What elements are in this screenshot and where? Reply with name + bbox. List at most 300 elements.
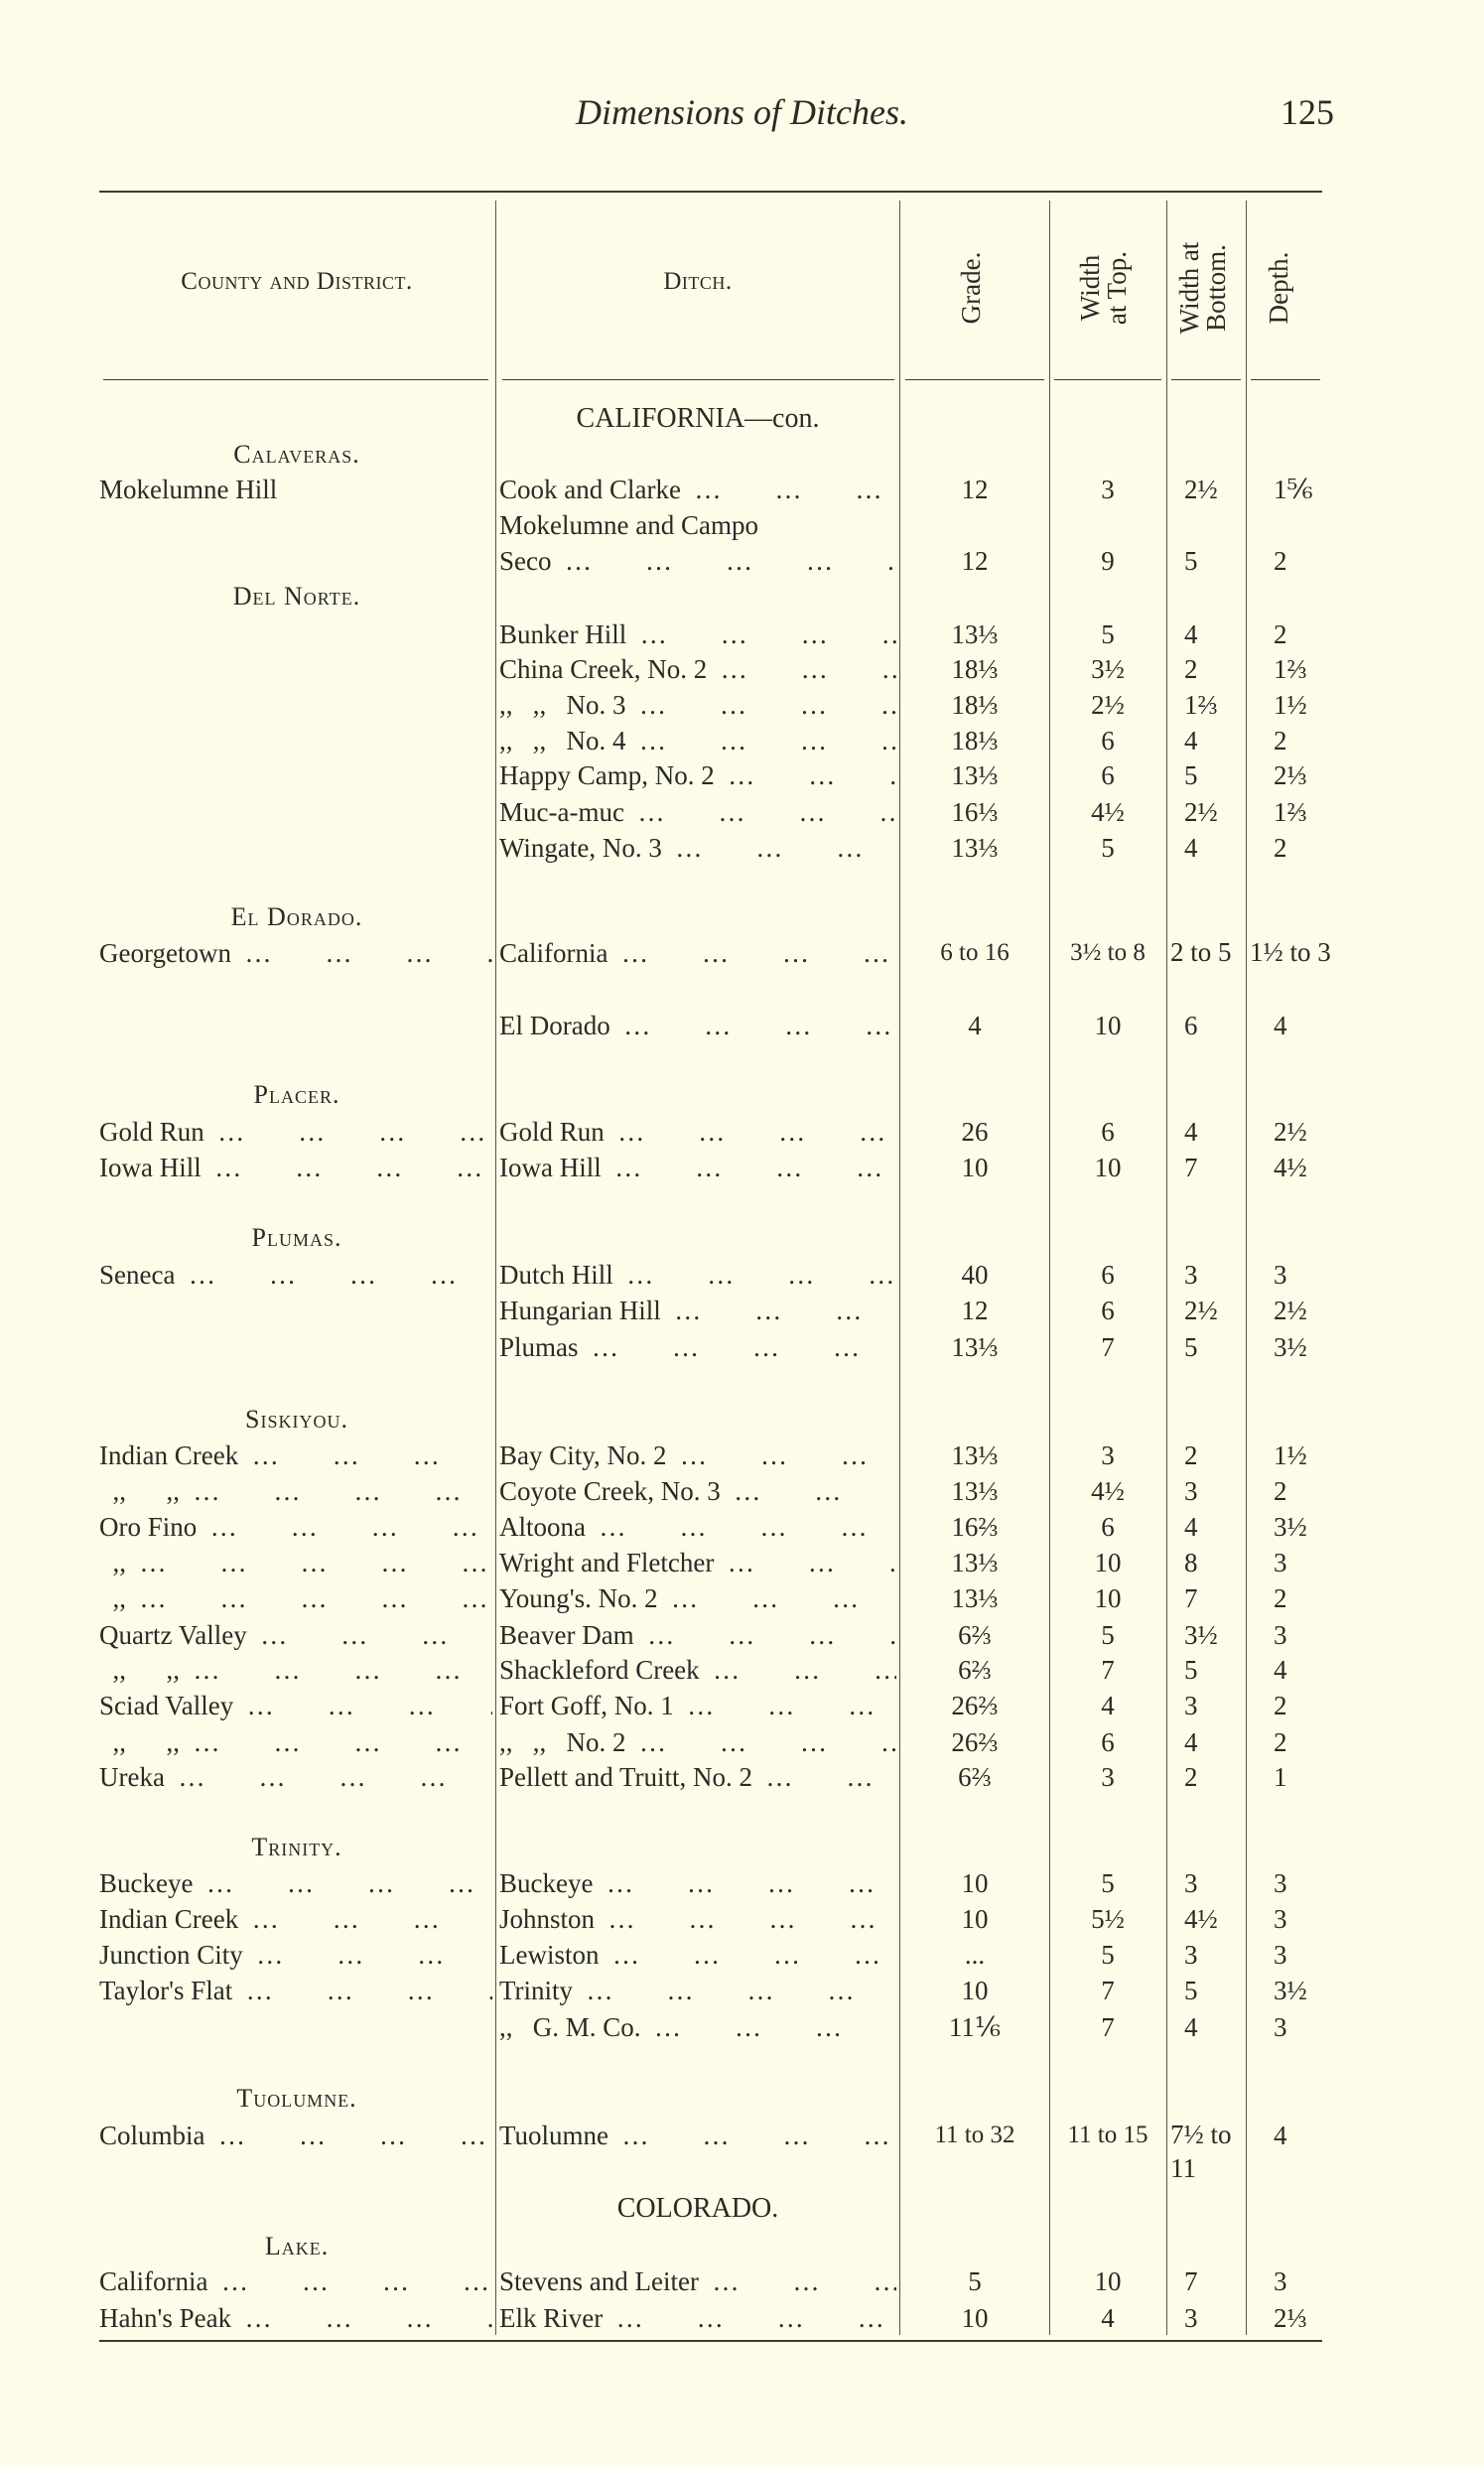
ditch-cell bbox=[499, 1617, 896, 1653]
ditch-name: Shackleford Creek bbox=[499, 1655, 700, 1685]
ditch-cell bbox=[499, 1257, 896, 1293]
width-top-value: 5 bbox=[1101, 833, 1115, 863]
ditch-cell bbox=[499, 2263, 896, 2299]
county-heading: Placer. bbox=[253, 1080, 340, 1109]
grade-value: 16⅔ bbox=[951, 1512, 999, 1542]
dot-leader bbox=[661, 1293, 896, 1328]
county-cell bbox=[99, 2118, 492, 2153]
dot-leader bbox=[586, 1509, 896, 1545]
header-grade: Grade. bbox=[956, 251, 986, 325]
table-row bbox=[0, 687, 1484, 723]
table-row bbox=[0, 651, 1484, 687]
grade-value: 26⅔ bbox=[951, 1727, 999, 1757]
grade-value: 11⅙ bbox=[948, 2012, 1002, 2042]
dot-leader bbox=[610, 1008, 896, 1043]
depth-value: 2 bbox=[1274, 546, 1287, 576]
table-row bbox=[0, 1652, 1484, 1688]
dot-leader bbox=[573, 1973, 896, 2008]
dot-leader bbox=[231, 935, 492, 971]
width-bottom-value: 3½ bbox=[1184, 1620, 1218, 1650]
width-top-value: 7 bbox=[1101, 1976, 1115, 2005]
width-top-value: 5 bbox=[1101, 1940, 1115, 1970]
header-rule bbox=[1171, 379, 1241, 380]
width-bottom-value: 3 bbox=[1184, 2303, 1198, 2333]
width-top-value: 6 bbox=[1101, 1727, 1115, 1757]
dot-leader bbox=[605, 1114, 896, 1150]
ditch-name: El Dorado bbox=[499, 1011, 610, 1040]
county-cell bbox=[99, 1509, 492, 1545]
dot-leader bbox=[681, 472, 896, 507]
dot-leader bbox=[600, 1937, 897, 1973]
county-name: ,, bbox=[99, 1548, 126, 1577]
ditch-name: Wingate, No. 3 bbox=[499, 833, 662, 863]
depth-value: 2 bbox=[1274, 1691, 1287, 1720]
county-cell bbox=[99, 1901, 492, 1937]
dot-leader bbox=[626, 723, 897, 758]
dot-leader bbox=[714, 1545, 896, 1580]
depth-value: 2 bbox=[1274, 833, 1287, 863]
depth-value: 1½ bbox=[1274, 1440, 1307, 1470]
dot-leader bbox=[551, 543, 896, 579]
county-cell bbox=[99, 1438, 492, 1473]
ditch-cell bbox=[499, 1150, 896, 1185]
width-top-value: 3 bbox=[1101, 1440, 1115, 1470]
depth-value: 2 bbox=[1274, 1476, 1287, 1506]
depth-value: 4 bbox=[1274, 1011, 1287, 1040]
depth-value: 3 bbox=[1274, 1548, 1287, 1577]
ditch-cell bbox=[499, 1329, 896, 1365]
header-width-bottom: Width at Bottom. bbox=[1174, 241, 1231, 335]
ditch-cell bbox=[499, 757, 896, 793]
width-bottom-value: 6 bbox=[1184, 1011, 1198, 1040]
ditch-name: China Creek, No. 2 bbox=[499, 654, 708, 684]
dot-leader bbox=[175, 1257, 492, 1293]
width-bottom-value: 4 bbox=[1184, 2012, 1198, 2042]
dot-leader bbox=[715, 757, 896, 793]
ditch-cell bbox=[499, 1901, 896, 1937]
depth-value: 1 bbox=[1274, 1762, 1287, 1792]
width-bottom-value: 3 bbox=[1184, 1691, 1198, 1720]
width-bottom-value: 2 to 5 bbox=[1170, 937, 1232, 967]
ditch-name: ,, ,, No. 2 bbox=[499, 1727, 626, 1757]
ditch-cell bbox=[499, 1545, 896, 1580]
dot-leader bbox=[752, 1759, 896, 1795]
table-row bbox=[0, 1724, 1484, 1760]
table-row bbox=[0, 507, 1484, 576]
width-top-value: 3½ bbox=[1091, 654, 1125, 684]
grade-value: 18⅓ bbox=[951, 654, 999, 684]
table-row bbox=[0, 1293, 1484, 1328]
width-top-value: 10 bbox=[1094, 2266, 1122, 2296]
county-cell bbox=[99, 1652, 492, 1688]
dot-leader bbox=[626, 616, 896, 652]
width-bottom-value: 4 bbox=[1184, 833, 1198, 863]
depth-value: 4 bbox=[1274, 2121, 1287, 2150]
depth-value: 3 bbox=[1274, 1904, 1287, 1934]
running-title: Dimensions of Ditches. bbox=[576, 92, 908, 132]
width-top-value: 6 bbox=[1101, 1512, 1115, 1542]
county-cell bbox=[99, 1114, 492, 1150]
ditch-cell bbox=[499, 830, 896, 866]
county-heading: Tuolumne. bbox=[236, 2084, 357, 2113]
depth-value: 1½ bbox=[1274, 690, 1307, 720]
width-bottom-value: 4 bbox=[1184, 1727, 1198, 1757]
grade-value: 40 bbox=[961, 1260, 989, 1290]
table-row bbox=[0, 2300, 1484, 2336]
width-top-value: 2½ bbox=[1091, 690, 1125, 720]
width-bottom-value: 3 bbox=[1184, 1476, 1198, 1506]
dot-leader bbox=[626, 687, 897, 723]
table-row bbox=[0, 1865, 1484, 1901]
table-row bbox=[0, 1759, 1484, 1795]
ditch-name: Plumas bbox=[499, 1332, 579, 1362]
depth-value: 3 bbox=[1274, 2012, 1287, 2042]
grade-value: 13⅓ bbox=[951, 1548, 999, 1577]
depth-value: 2 bbox=[1274, 1583, 1287, 1613]
grade-value: 10 bbox=[961, 1904, 989, 1934]
table-row bbox=[0, 1509, 1484, 1545]
grade-value: 16⅓ bbox=[951, 797, 999, 827]
county-name: Quartz Valley bbox=[99, 1620, 247, 1650]
dot-leader bbox=[579, 1329, 896, 1365]
dot-leader bbox=[243, 1937, 492, 1973]
dot-leader bbox=[165, 1759, 492, 1795]
grade-value: 13⅓ bbox=[951, 760, 999, 790]
ditch-cell bbox=[499, 794, 896, 830]
width-bottom-value: 4 bbox=[1184, 619, 1198, 649]
ditch-name: Muc-a-muc bbox=[499, 797, 624, 827]
county-name: California bbox=[99, 2266, 208, 2296]
table-row bbox=[0, 1150, 1484, 1185]
table-row bbox=[0, 935, 1484, 971]
ditch-cell bbox=[499, 1438, 896, 1473]
width-top-value: 10 bbox=[1094, 1548, 1122, 1577]
ditch-name: Lewiston bbox=[499, 1940, 600, 1970]
county-name: Georgetown bbox=[99, 938, 231, 968]
page-number: 125 bbox=[1281, 92, 1334, 132]
dot-leader bbox=[662, 830, 896, 866]
width-bottom-value: 2 bbox=[1184, 1762, 1198, 1792]
county-name: Junction City bbox=[99, 1940, 243, 1970]
depth-value: 2 bbox=[1274, 619, 1287, 649]
ditch-name: Stevens and Leiter bbox=[499, 2266, 699, 2296]
grade-value: 26 bbox=[961, 1117, 989, 1147]
ditch-cell bbox=[499, 687, 896, 723]
depth-value: 3 bbox=[1274, 2266, 1287, 2296]
width-bottom-value: 4½ bbox=[1184, 1904, 1218, 1934]
grade-value: 13⅓ bbox=[951, 833, 999, 863]
depth-value: 3 bbox=[1274, 1620, 1287, 1650]
header-depth: Depth. bbox=[1264, 251, 1293, 325]
dot-leader bbox=[238, 1438, 492, 1473]
county-cell bbox=[99, 1865, 492, 1901]
width-bottom-value: 7½ to 11 bbox=[1170, 2120, 1232, 2183]
ditch-cell bbox=[499, 1293, 896, 1328]
ditch-cell bbox=[499, 1008, 896, 1043]
ditch-cell bbox=[499, 1580, 896, 1616]
county-heading: Siskiyou. bbox=[245, 1405, 348, 1434]
county-heading: El Dorado. bbox=[230, 902, 363, 931]
grade-value: 13⅓ bbox=[951, 1440, 999, 1470]
ditch-name: Happy Camp, No. 2 bbox=[499, 760, 715, 790]
grade-value: 12 bbox=[961, 475, 989, 504]
dot-leader bbox=[699, 2263, 896, 2299]
ditch-name: Gold Run bbox=[499, 1117, 605, 1147]
width-top-value: 5 bbox=[1101, 1620, 1115, 1650]
ditch-cell bbox=[499, 1937, 896, 1973]
header-rule bbox=[103, 379, 488, 380]
depth-value: 3 bbox=[1274, 1868, 1287, 1898]
dot-leader bbox=[180, 1652, 492, 1688]
ditch-cell bbox=[499, 616, 896, 652]
dot-leader bbox=[707, 651, 896, 687]
width-bottom-value: 5 bbox=[1184, 546, 1198, 576]
width-top-value: 4½ bbox=[1091, 797, 1125, 827]
state-heading-california: CALIFORNIA—con. bbox=[576, 403, 820, 434]
county-name: Columbia bbox=[99, 2121, 205, 2150]
grade-value: 26⅔ bbox=[951, 1691, 999, 1720]
dot-leader bbox=[674, 1688, 896, 1723]
width-top-value: 10 bbox=[1094, 1583, 1122, 1613]
grade-value: 13⅓ bbox=[951, 1583, 999, 1613]
depth-value: 1⅚ bbox=[1274, 475, 1313, 504]
depth-value: 4½ bbox=[1274, 1153, 1307, 1182]
grade-value: 10 bbox=[961, 1868, 989, 1898]
table-row bbox=[0, 2263, 1484, 2299]
width-top-value: 7 bbox=[1101, 1655, 1115, 1685]
dot-leader bbox=[233, 1688, 492, 1723]
width-top-value: 6 bbox=[1101, 760, 1115, 790]
width-top-value: 10 bbox=[1094, 1011, 1122, 1040]
county-name: ,, ,, bbox=[99, 1727, 180, 1757]
ditch-name: Altoona bbox=[499, 1512, 586, 1542]
county-cell bbox=[99, 1759, 492, 1795]
county-cell bbox=[99, 935, 492, 971]
width-bottom-value: 3 bbox=[1184, 1868, 1198, 1898]
ditch-name: Elk River bbox=[499, 2303, 604, 2333]
dot-leader bbox=[721, 1473, 896, 1509]
dot-leader bbox=[202, 1150, 492, 1185]
county-cell bbox=[99, 1688, 492, 1723]
county-name: Mokelumne Hill bbox=[99, 475, 278, 504]
ditch-name: Dutch Hill bbox=[499, 1260, 613, 1290]
table-row bbox=[0, 1688, 1484, 1723]
depth-value: 2⅓ bbox=[1274, 2303, 1307, 2333]
ditch-cell bbox=[499, 1865, 896, 1901]
width-bottom-value: 4 bbox=[1184, 1512, 1198, 1542]
table-row bbox=[0, 830, 1484, 866]
grade-value: 6⅔ bbox=[958, 1655, 992, 1685]
county-cell bbox=[99, 1150, 492, 1185]
county-cell bbox=[99, 472, 492, 507]
table-row bbox=[0, 1329, 1484, 1365]
dot-leader bbox=[613, 1257, 896, 1293]
depth-value: 4 bbox=[1274, 1655, 1287, 1685]
table-row bbox=[0, 1545, 1484, 1580]
depth-value: 1⅔ bbox=[1274, 797, 1307, 827]
ditch-cell bbox=[499, 935, 896, 971]
table-row bbox=[0, 1617, 1484, 1653]
ditch-cell bbox=[499, 1688, 896, 1723]
grade-value: 11 to 32 bbox=[934, 2122, 1015, 2148]
table-row bbox=[0, 616, 1484, 652]
dot-leader bbox=[180, 1473, 492, 1509]
header-width-top: Width at Top. bbox=[1075, 250, 1132, 326]
county-cell bbox=[99, 1580, 492, 1616]
dot-leader bbox=[658, 1580, 896, 1616]
width-top-value: 3 bbox=[1101, 475, 1115, 504]
width-bottom-value: 5 bbox=[1184, 1655, 1198, 1685]
ditch-name: Cook and Clarke bbox=[499, 475, 681, 504]
county-name: Indian Creek bbox=[99, 1904, 239, 1934]
width-top-value: 6 bbox=[1101, 726, 1115, 755]
grade-value: ... bbox=[964, 1940, 986, 1970]
grade-value: 6⅔ bbox=[958, 1762, 992, 1792]
width-top-value: 5½ bbox=[1091, 1904, 1125, 1934]
ditch-name: ,, ,, No. 4 bbox=[499, 726, 626, 755]
width-bottom-value: 4 bbox=[1184, 726, 1198, 755]
ditch-name: Coyote Creek, No. 3 bbox=[499, 1476, 721, 1506]
width-bottom-value: 5 bbox=[1184, 1976, 1198, 2005]
ditch-cell bbox=[499, 1759, 896, 1795]
ditch-cell bbox=[499, 723, 896, 758]
width-bottom-value: 2½ bbox=[1184, 1296, 1218, 1325]
ditch-name: ,, ,, No. 3 bbox=[499, 690, 626, 720]
width-top-value: 3½ to 8 bbox=[1070, 939, 1146, 966]
county-cell bbox=[99, 1473, 492, 1509]
ditch-cell bbox=[499, 2300, 896, 2336]
grade-value: 12 bbox=[961, 546, 989, 576]
header-county: County and District. bbox=[181, 268, 413, 295]
grade-value: 18⅓ bbox=[951, 726, 999, 755]
county-name: ,, ,, bbox=[99, 1655, 180, 1685]
county-heading: Plumas. bbox=[251, 1223, 342, 1252]
ditch-name: Fort Goff, No. 1 bbox=[499, 1691, 674, 1720]
ditch-name-line-2: Seco bbox=[499, 546, 552, 576]
county-cell bbox=[99, 1724, 492, 1760]
dot-leader bbox=[126, 1545, 492, 1580]
county-heading: Trinity. bbox=[251, 1833, 342, 1861]
ditch-name-continued bbox=[499, 543, 896, 579]
grade-value: 10 bbox=[961, 1976, 989, 2005]
grade-value: 6 to 16 bbox=[940, 939, 1010, 966]
ditch-cell bbox=[499, 1724, 896, 1760]
width-bottom-value: 3 bbox=[1184, 1260, 1198, 1290]
grade-value: 4 bbox=[968, 1011, 982, 1040]
dot-leader bbox=[126, 1580, 492, 1616]
dot-leader bbox=[232, 1973, 492, 2008]
ditch-name: California bbox=[499, 938, 608, 968]
width-bottom-value: 2 bbox=[1184, 1440, 1198, 1470]
grade-value: 18⅓ bbox=[951, 690, 999, 720]
table-row bbox=[0, 2009, 1484, 2045]
ditch-cell bbox=[499, 1509, 896, 1545]
table-row bbox=[0, 1901, 1484, 1937]
width-top-value: 6 bbox=[1101, 1296, 1115, 1325]
grade-value: 13⅓ bbox=[951, 619, 999, 649]
dot-leader bbox=[634, 1617, 896, 1653]
county-cell bbox=[99, 1973, 492, 2008]
county-cell bbox=[99, 1257, 492, 1293]
ditch-name: Beaver Dam bbox=[499, 1620, 634, 1650]
header-rule bbox=[1054, 379, 1161, 380]
ditch-name: Wright and Fletcher bbox=[499, 1548, 715, 1577]
ditch-name: Tuolumne bbox=[499, 2121, 609, 2150]
grade-value: 5 bbox=[968, 2266, 982, 2296]
state-heading-colorado: COLORADO. bbox=[616, 2193, 779, 2224]
ditch-cell bbox=[499, 1473, 896, 1509]
depth-value: 1⅔ bbox=[1274, 654, 1307, 684]
depth-value: 3 bbox=[1274, 1940, 1287, 1970]
width-top-value: 3 bbox=[1101, 1762, 1115, 1792]
width-bottom-value: 2½ bbox=[1184, 475, 1218, 504]
dot-leader bbox=[602, 1150, 896, 1185]
table-row bbox=[0, 2118, 1484, 2183]
depth-value: 2 bbox=[1274, 1727, 1287, 1757]
dot-leader bbox=[641, 2009, 896, 2045]
ditch-name: ,, G. M. Co. bbox=[499, 2012, 641, 2042]
width-bottom-value: 5 bbox=[1184, 1332, 1198, 1362]
ditch-name: Hungarian Hill bbox=[499, 1296, 661, 1325]
width-bottom-value: 5 bbox=[1184, 760, 1198, 790]
width-top-value: 6 bbox=[1101, 1117, 1115, 1147]
county-name: Buckeye bbox=[99, 1868, 194, 1898]
table-row bbox=[0, 1008, 1484, 1043]
width-bottom-value: 7 bbox=[1184, 1583, 1198, 1613]
county-cell bbox=[99, 1937, 492, 1973]
county-heading: Del Norte. bbox=[232, 582, 361, 611]
width-bottom-value: 7 bbox=[1184, 2266, 1198, 2296]
width-bottom-value: 2 bbox=[1184, 654, 1198, 684]
county-name: Hahn's Peak bbox=[99, 2303, 232, 2333]
depth-value: 2 bbox=[1274, 726, 1287, 755]
table-row bbox=[0, 1473, 1484, 1509]
table-bottom-rule bbox=[99, 2340, 1322, 2342]
ditch-name: Young's. No. 2 bbox=[499, 1583, 658, 1613]
county-name: Taylor's Flat bbox=[99, 1976, 233, 2005]
table-row bbox=[0, 757, 1484, 793]
county-name: Iowa Hill bbox=[99, 1153, 202, 1182]
dot-leader bbox=[608, 2118, 896, 2153]
county-cell bbox=[99, 2300, 492, 2336]
ditch-name: Pellett and Truitt, No. 2 bbox=[499, 1762, 753, 1792]
dot-leader bbox=[205, 2118, 493, 2153]
ditch-name: Bunker Hill bbox=[499, 619, 627, 649]
ditch-cell bbox=[499, 1114, 896, 1150]
width-bottom-value: 1⅔ bbox=[1184, 690, 1218, 720]
ditch-name: Bay City, No. 2 bbox=[499, 1440, 667, 1470]
dot-leader bbox=[180, 1724, 492, 1760]
grade-value: 12 bbox=[961, 1296, 989, 1325]
table-row bbox=[0, 723, 1484, 758]
header-rule bbox=[905, 379, 1044, 380]
dot-leader bbox=[595, 1901, 896, 1937]
width-top-value: 4 bbox=[1101, 1691, 1115, 1720]
ditch-name: Trinity bbox=[499, 1976, 574, 2005]
grade-value: 10 bbox=[961, 1153, 989, 1182]
table-row bbox=[0, 794, 1484, 830]
grade-value: 13⅓ bbox=[951, 1332, 999, 1362]
depth-value: 1½ to 3 bbox=[1250, 937, 1331, 967]
county-name: ,, bbox=[99, 1583, 126, 1613]
county-name: Ureka bbox=[99, 1762, 165, 1792]
table-row bbox=[0, 1438, 1484, 1473]
width-bottom-value: 8 bbox=[1184, 1548, 1198, 1577]
width-top-value: 6 bbox=[1101, 1260, 1115, 1290]
width-top-value: 11 to 15 bbox=[1067, 2122, 1148, 2148]
county-name: Indian Creek bbox=[99, 1440, 239, 1470]
ditch-name: Iowa Hill bbox=[499, 1153, 602, 1182]
